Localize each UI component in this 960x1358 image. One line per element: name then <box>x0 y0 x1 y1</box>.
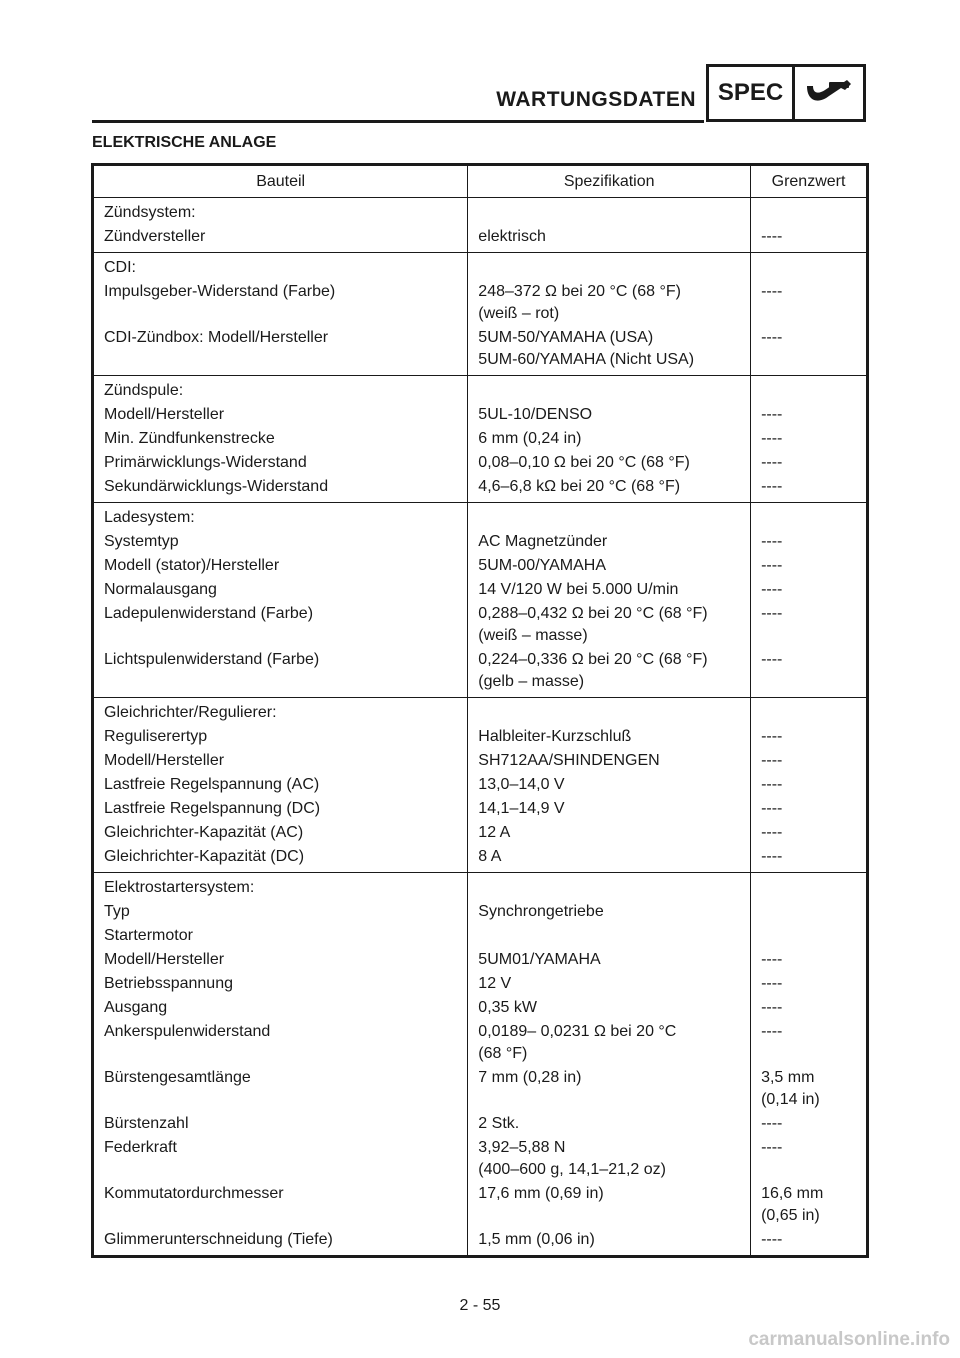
group-title-row <box>93 376 868 404</box>
spec-cell: 0,35 kW <box>468 996 751 1020</box>
limit-cell: ---- <box>751 451 868 475</box>
limit-cell: ---- <box>751 280 868 326</box>
column-header-part: Bauteil <box>93 165 468 198</box>
empty-cell <box>468 198 751 226</box>
part-cell: CDI-Zündbox: Modell/Hersteller <box>104 329 329 346</box>
part-cell: Startermotor <box>104 927 193 944</box>
table-row <box>93 403 868 427</box>
section-title: ELEKTRISCHE ANLAGE <box>92 134 277 151</box>
spec-cell: 8 A <box>468 845 751 873</box>
empty-cell <box>468 253 751 281</box>
limit-cell: ---- <box>751 326 868 376</box>
part-cell: Ankerspulenwiderstand <box>104 1023 271 1040</box>
part-cell: Zündversteller <box>104 228 206 245</box>
table-row <box>93 280 868 326</box>
spec-cell: 17,6 mm (0,69 in) <box>468 1182 751 1228</box>
table-row <box>93 225 868 253</box>
limit-cell: ---- <box>751 602 868 648</box>
group-title-row <box>93 698 868 726</box>
part-cell: Lastfreie Regelspannung (AC) <box>104 776 320 793</box>
limit-cell: ---- <box>751 427 868 451</box>
part-cell: Kommutatordurchmesser <box>104 1185 284 1202</box>
part-cell: Bürstenzahl <box>104 1115 189 1132</box>
table-row <box>93 996 868 1020</box>
limit-cell: ---- <box>751 1020 868 1066</box>
spec-cell: 12 V <box>468 972 751 996</box>
part-cell: Ladepulenwiderstand (Farbe) <box>104 605 314 622</box>
spec-cell: 0,0189– 0,0231 Ω bei 20 °C (68 °F) <box>468 1020 751 1066</box>
spec-cell <box>468 924 751 948</box>
part-cell: Bürstengesamtlänge <box>104 1069 251 1086</box>
empty-cell <box>468 698 751 726</box>
page-header <box>0 0 960 130</box>
limit-cell: ---- <box>751 1112 868 1136</box>
limit-cell: ---- <box>751 797 868 821</box>
table-row <box>93 475 868 503</box>
table-header-row <box>93 165 868 198</box>
part-cell: Lastfreie Regelspannung (DC) <box>104 800 321 817</box>
table-body <box>93 198 868 1257</box>
limit-cell: ---- <box>751 530 868 554</box>
limit-cell: ---- <box>751 972 868 996</box>
limit-cell: ---- <box>751 475 868 503</box>
empty-cell <box>751 698 868 726</box>
table-row <box>93 451 868 475</box>
empty-cell <box>751 198 868 226</box>
table-row <box>93 1066 868 1112</box>
limit-cell: ---- <box>751 948 868 972</box>
limit-cell: ---- <box>751 821 868 845</box>
spec-cell: 4,6–6,8 kΩ bei 20 °C (68 °F) <box>468 475 751 503</box>
empty-cell <box>468 503 751 531</box>
spec-cell: 13,0–14,0 V <box>468 773 751 797</box>
limit-cell <box>751 924 868 948</box>
group-title: Zündsystem: <box>93 198 468 226</box>
spec-table <box>91 163 869 1258</box>
table-row <box>93 578 868 602</box>
spec-cell: 0,224–0,336 Ω bei 20 °C (68 °F) (gelb – masse) <box>468 648 751 698</box>
part-cell: Modell (stator)/Hersteller <box>104 557 280 574</box>
table-row <box>93 972 868 996</box>
table-row <box>93 427 868 451</box>
group-title-row <box>93 503 868 531</box>
limit-cell: ---- <box>751 996 868 1020</box>
group-title-row <box>93 873 868 901</box>
part-cell: Federkraft <box>104 1139 177 1156</box>
spec-cell: Halbleiter-Kurzschluß <box>468 725 751 749</box>
table-row <box>93 821 868 845</box>
empty-cell <box>751 873 868 901</box>
spec-cell: AC Magnetzünder <box>468 530 751 554</box>
part-cell: Sekundärwicklungs-Widerstand <box>104 478 329 495</box>
spec-cell: 0,08–0,10 Ω bei 20 °C (68 °F) <box>468 451 751 475</box>
table-row <box>93 326 868 376</box>
spec-cell: 6 mm (0,24 in) <box>468 427 751 451</box>
watermark: carmanualsonline.info <box>748 1329 950 1350</box>
spec-cell: 2 Stk. <box>468 1112 751 1136</box>
limit-cell: ---- <box>751 554 868 578</box>
table-row <box>93 900 868 924</box>
spec-cell: 3,92–5,88 N (400–600 g, 14,1–21,2 oz) <box>468 1136 751 1182</box>
limit-cell: ---- <box>751 403 868 427</box>
table-row <box>93 924 868 948</box>
group-title-row <box>93 253 868 281</box>
table-row <box>93 602 868 648</box>
part-cell: Lichtspulenwiderstand (Farbe) <box>104 651 320 668</box>
table-row <box>93 1182 868 1228</box>
part-cell: Typ <box>104 903 130 920</box>
limit-cell: ---- <box>751 845 868 873</box>
part-cell: Modell/Hersteller <box>104 951 225 968</box>
table-row <box>93 725 868 749</box>
empty-cell <box>468 376 751 404</box>
group-title: Ladesystem: <box>93 503 468 531</box>
group-title: Zündspule: <box>93 376 468 404</box>
spec-cell: 5UM01/YAMAHA <box>468 948 751 972</box>
part-cell: Modell/Hersteller <box>104 752 225 769</box>
spec-cell: 0,288–0,432 Ω bei 20 °C (68 °F) (weiß – masse) <box>468 602 751 648</box>
table-row <box>93 948 868 972</box>
table-row <box>93 554 868 578</box>
empty-cell <box>751 253 868 281</box>
limit-cell: ---- <box>751 1136 868 1182</box>
part-cell: Primärwicklungs-Widerstand <box>104 454 307 471</box>
spec-cell: 1,5 mm (0,06 in) <box>468 1228 751 1257</box>
group-title: Gleichrichter/Regulierer: <box>93 698 468 726</box>
spec-cell: 248–372 Ω bei 20 °C (68 °F) (weiß – rot) <box>468 280 751 326</box>
header-rule <box>92 120 704 123</box>
table-row <box>93 749 868 773</box>
limit-cell <box>751 900 868 924</box>
part-cell: Min. Zündfunkenstrecke <box>104 430 275 447</box>
table-row <box>93 1020 868 1066</box>
spec-cell: 7 mm (0,28 in) <box>468 1066 751 1112</box>
table-row <box>93 648 868 698</box>
column-header-limit: Grenzwert <box>751 165 868 198</box>
table-row <box>93 845 868 873</box>
group-title-row <box>93 198 868 226</box>
limit-cell: ---- <box>751 725 868 749</box>
table-row <box>93 1112 868 1136</box>
group-title: CDI: <box>93 253 468 281</box>
spec-cell: 5UL-10/DENSO <box>468 403 751 427</box>
part-cell: Reguliserertyp <box>104 728 208 745</box>
column-header-spec: Spezifikation <box>468 165 751 198</box>
empty-cell <box>751 376 868 404</box>
table-row <box>93 1228 868 1257</box>
spec-cell: Synchrongetriebe <box>468 900 751 924</box>
table-row <box>93 773 868 797</box>
part-cell: Systemtyp <box>104 533 179 550</box>
limit-cell: ---- <box>751 749 868 773</box>
spec-badge-label: SPEC <box>709 67 795 119</box>
limit-cell: ---- <box>751 578 868 602</box>
empty-cell <box>751 503 868 531</box>
table-row <box>93 530 868 554</box>
wrench-icon <box>795 67 863 119</box>
spec-cell: 5UM-50/YAMAHA (USA) 5UM-60/YAMAHA (Nicht USA) <box>468 326 751 376</box>
part-cell: Ausgang <box>104 999 168 1016</box>
part-cell: Impulsgeber-Widerstand (Farbe) <box>104 283 336 300</box>
spec-cell: SH712AA/SHINDENGEN <box>468 749 751 773</box>
limit-cell: ---- <box>751 773 868 797</box>
limit-cell: 16,6 mm (0,65 in) <box>751 1182 868 1228</box>
spec-cell: 5UM-00/YAMAHA <box>468 554 751 578</box>
spec-badge <box>706 64 866 122</box>
spec-cell: elektrisch <box>468 225 751 253</box>
spec-cell: 14,1–14,9 V <box>468 797 751 821</box>
spec-cell: 12 A <box>468 821 751 845</box>
limit-cell: 3,5 mm (0,14 in) <box>751 1066 868 1112</box>
part-cell: Gleichrichter-Kapazität (AC) <box>104 824 304 841</box>
table-row <box>93 1136 868 1182</box>
group-title: Elektrostartersystem: <box>93 873 468 901</box>
spec-cell: 14 V/120 W bei 5.000 U/min <box>468 578 751 602</box>
limit-cell: ---- <box>751 225 868 253</box>
part-cell: Betriebsspannung <box>104 975 233 992</box>
part-cell: Glimmerunterschneidung (Tiefe) <box>104 1231 333 1248</box>
empty-cell <box>468 873 751 901</box>
part-cell: Gleichrichter-Kapazität (DC) <box>104 848 305 865</box>
page-number: 2 - 55 <box>459 1297 501 1314</box>
table-row <box>93 797 868 821</box>
part-cell: Normalausgang <box>104 581 217 598</box>
header-title: WARTUNGSDATEN <box>496 88 696 111</box>
limit-cell: ---- <box>751 1228 868 1257</box>
limit-cell: ---- <box>751 648 868 698</box>
part-cell: Modell/Hersteller <box>104 406 225 423</box>
